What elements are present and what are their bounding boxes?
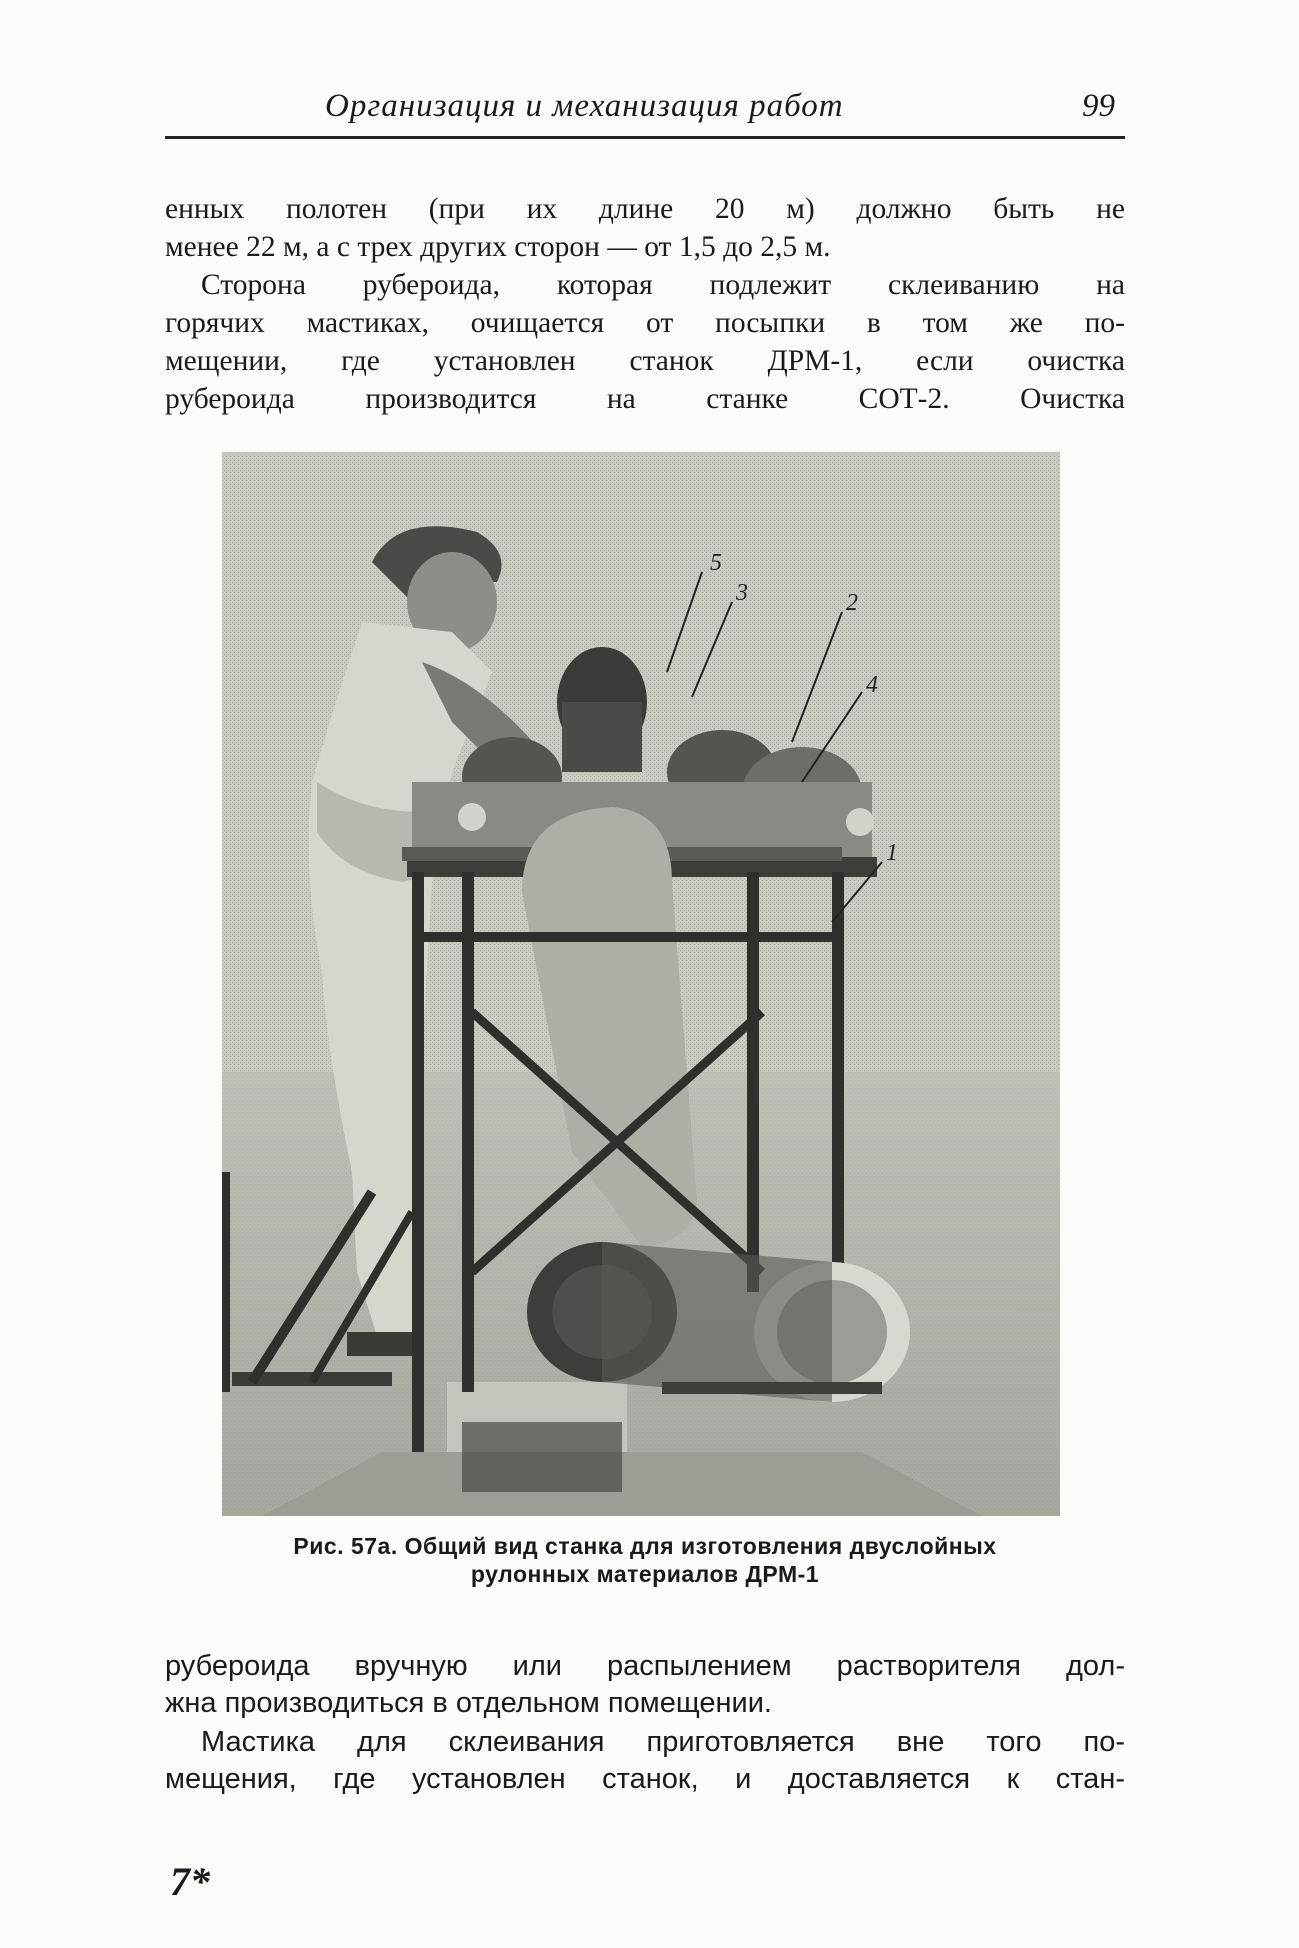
caption-line: рулонных материалов ДРМ-1 — [470, 1561, 820, 1587]
paragraph-4 — [165, 1724, 1125, 1798]
figure-caption — [165, 1532, 1125, 1588]
text-line: жна производиться в отдельном помещении. — [165, 1687, 772, 1719]
paragraph-2 — [165, 266, 1125, 418]
text-line: Мастика для склеивания приготовляется вне того по- — [201, 1726, 1125, 1758]
callout-label: 4 — [866, 672, 878, 698]
text-line: рубероида производится на станке СОТ-2. Очистка — [165, 383, 1125, 415]
page-number: 99 — [1082, 88, 1115, 124]
callout-label: 5 — [710, 550, 722, 576]
callout-label: 3 — [736, 580, 748, 606]
callout-label: 1 — [886, 840, 898, 866]
paragraph-3 — [165, 1648, 1125, 1722]
paragraph-1 — [165, 190, 1125, 266]
text-line: Сторона рубероида, которая подлежит склеиванию на — [201, 269, 1125, 301]
page-header — [165, 88, 1125, 140]
signature-mark: 7* — [170, 1859, 210, 1904]
text-line: рубероида вручную или распылением растворителя дол- — [165, 1650, 1125, 1682]
running-title: Организация и механизация работ — [325, 88, 844, 124]
callout-label: 2 — [846, 590, 858, 616]
caption-line: Рис. 57а. Общий вид станка для изготовления двуслойных — [293, 1533, 997, 1559]
text-line: менее 22 м, а с трех других сторон — от 1,5 до 2,5 м. — [165, 231, 831, 263]
text-line: мещении, где установлен станок ДРМ-1, если очистка — [165, 345, 1125, 377]
text-line: горячих мастиках, очищается от посыпки в том же по- — [165, 307, 1125, 339]
text-line: мещения, где установлен станок, и доставляется к стан- — [165, 1763, 1125, 1795]
header-rule — [165, 136, 1125, 139]
text-line: енных полотен (при их длине 20 м) должно быть не — [165, 193, 1125, 225]
machine-photo-illustration — [222, 452, 1060, 1516]
machine-photo — [222, 452, 1060, 1516]
